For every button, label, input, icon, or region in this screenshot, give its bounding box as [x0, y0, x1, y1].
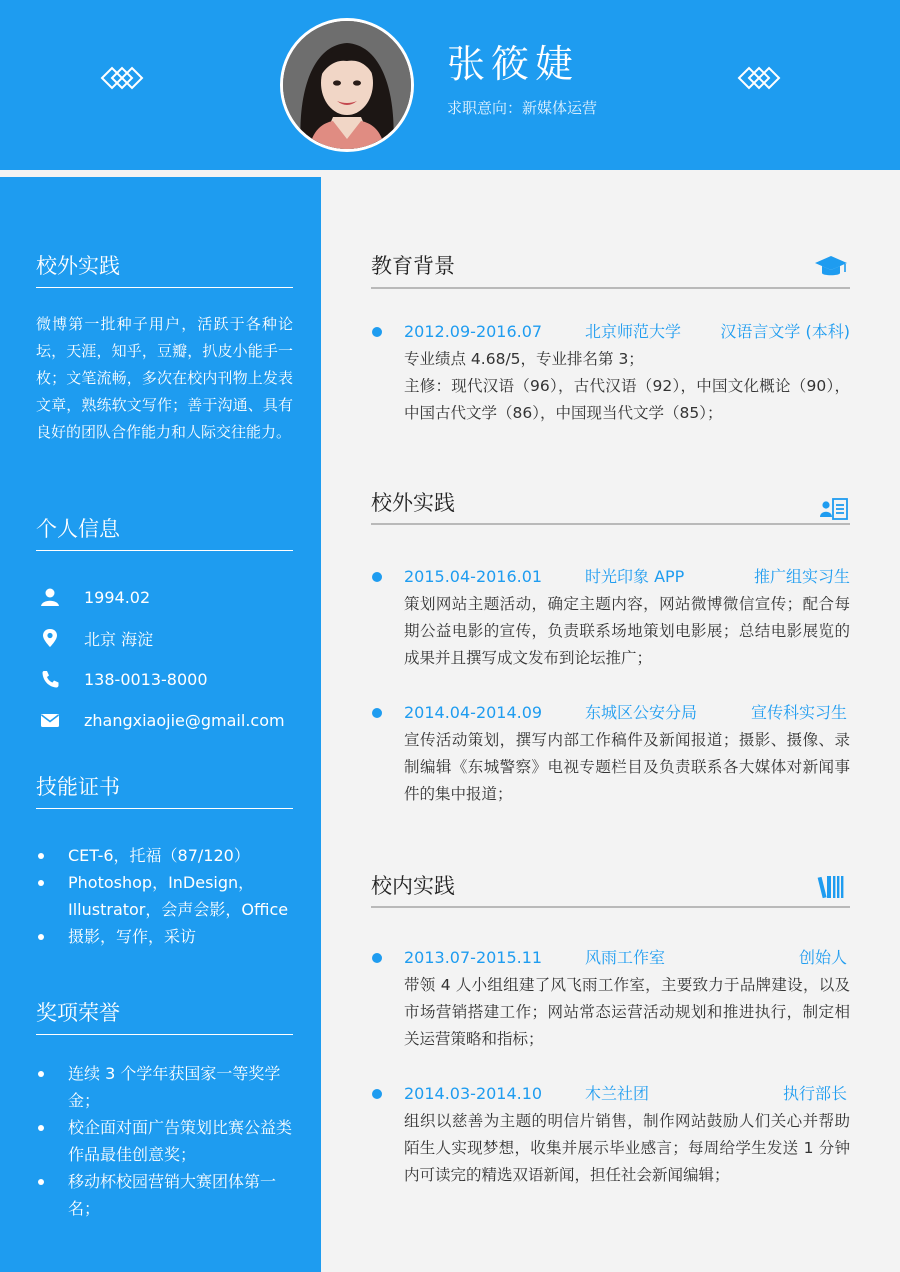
entry-date: 2014.03-2014.10 — [404, 1084, 543, 1103]
entry-role: 宣传科实习生 — [750, 703, 847, 722]
entry-bullet — [372, 708, 382, 718]
entry-org: 时光印象 APP — [585, 567, 685, 586]
entry-org: 木兰社团 — [585, 1084, 650, 1103]
sidebar-practice-title: 校外实践 — [36, 254, 120, 278]
info-birth: 1994.02 — [84, 587, 151, 607]
header-banner — [0, 0, 900, 170]
profile-photo — [280, 18, 414, 152]
sidebar-practice-text: 微博第一批种子用户，活跃于各种论坛，天涯，知乎，豆瓣，扒皮小能手一枚；文笔流畅，多次在校内刊物上发表文章，熟练软文写作；善于沟通、具有良好的团队合作能力和人际交往能力。 — [36, 315, 293, 441]
info-phone: 138-0013-8000 — [84, 669, 208, 689]
external-entry-header — [404, 701, 850, 725]
external-practice-title: 校外实践 — [371, 491, 455, 515]
books-icon — [814, 874, 848, 900]
education-entry-header — [404, 320, 850, 344]
entry-bullet — [372, 327, 382, 337]
divider — [36, 1034, 293, 1035]
entry-description: 带领 4 人小组组建了风飞雨工作室，主要致力于品牌建设，以及市场营销搭建工作；网站常态运营活动规划和推进执行，制定相关运营策略和指标； — [404, 976, 850, 1048]
entry-org: 北京师范大学 — [585, 322, 682, 341]
user-icon — [36, 587, 64, 607]
info-birth-row — [36, 585, 151, 609]
entry-bullet — [372, 1089, 382, 1099]
entry-date: 2015.04-2016.01 — [404, 567, 543, 586]
list-item: 移动杯校园营销大赛团体第一名； — [36, 1168, 293, 1222]
entry-org: 东城区公安分局 — [585, 703, 698, 722]
entry-role: 推广组实习生 — [753, 567, 850, 586]
entry-role: 执行部长 — [782, 1084, 847, 1103]
envelope-icon — [36, 710, 64, 730]
diamond-ornament-icon — [737, 65, 781, 91]
entry-description: 宣传活动策划，撰写内部工作稿件及新闻报道；摄影、摄像、录制编辑《东城警察》电视专题栏目及负责联系各大媒体对新闻事件的集中报道； — [404, 731, 850, 803]
info-email[interactable]: zhangxiaojie@gmail.com — [84, 710, 285, 730]
internal-entry-header — [404, 1082, 850, 1106]
sidebar-awards-title: 奖项荣誉 — [36, 1001, 120, 1025]
entry-org: 风雨工作室 — [585, 948, 666, 967]
profile-card-icon — [814, 497, 848, 523]
sidebar-skills-title: 技能证书 — [36, 775, 120, 799]
entry-description: 策划网站主题活动，确定主题内容，网站微博微信宣传；配合每期公益电影的宣传，负责联系场地策划电影展；总结电影展览的成果并且撰写成文发布到论坛推广； — [404, 595, 850, 667]
info-email-row — [36, 708, 285, 732]
phone-icon — [36, 669, 64, 689]
divider — [36, 287, 293, 288]
awards-list — [36, 1060, 293, 1222]
entry-date: 2014.04-2014.09 — [404, 703, 543, 722]
list-item: 校企面对面广告策划比赛公益类作品最佳创意奖； — [36, 1114, 293, 1168]
sidebar-personal-title: 个人信息 — [36, 517, 120, 541]
diamond-ornament-icon — [100, 65, 144, 91]
entry-bullet — [372, 572, 382, 582]
list-item: Photoshop，InDesign，Illustrator，会声会影，Office — [36, 869, 293, 923]
divider — [371, 906, 850, 908]
info-phone-row — [36, 667, 208, 691]
list-item: 摄影，写作，采访 — [36, 923, 293, 950]
graduation-cap-icon — [814, 253, 848, 279]
education-title: 教育背景 — [371, 254, 455, 278]
skills-list — [36, 842, 293, 950]
list-item: 连续 3 个学年获国家一等奖学金； — [36, 1060, 293, 1114]
divider — [371, 287, 850, 289]
external-entry-header — [404, 565, 850, 589]
entry-description: 组织以慈善为主题的明信片销售，制作网站鼓励人们关心并帮助陌生人实现梦想，收集并展示毕业感言；每周给学生发送 1 分钟内可读完的精选双语新闻，担任社会新闻编辑； — [404, 1112, 850, 1184]
entry-date: 2013.07-2015.11 — [404, 948, 543, 967]
entry-date: 2012.09-2016.07 — [404, 322, 543, 341]
internal-entry-header — [404, 946, 850, 970]
job-intent: 求职意向：新媒体运营 — [447, 99, 598, 117]
info-location: 北京 海淀 — [84, 629, 154, 649]
entry-role: 创始人 — [798, 948, 847, 967]
entry-bullet — [372, 953, 382, 963]
internal-practice-title: 校内实践 — [371, 874, 455, 898]
entry-role: 汉语言文学 (本科) — [720, 322, 850, 341]
info-location-row — [36, 626, 154, 650]
list-item: CET-6，托福（87/120） — [36, 842, 293, 869]
divider — [371, 523, 850, 525]
entry-description: 专业绩点 4.68/5，专业排名第 3； 主修：现代汉语（96），古代汉语（92），中国文化概论（90），中国古代文学（86），中国现当代文学（85）； — [404, 350, 850, 422]
divider — [36, 808, 293, 809]
candidate-name: 张筱婕 — [447, 42, 580, 86]
location-pin-icon — [36, 628, 64, 648]
divider — [36, 550, 293, 551]
